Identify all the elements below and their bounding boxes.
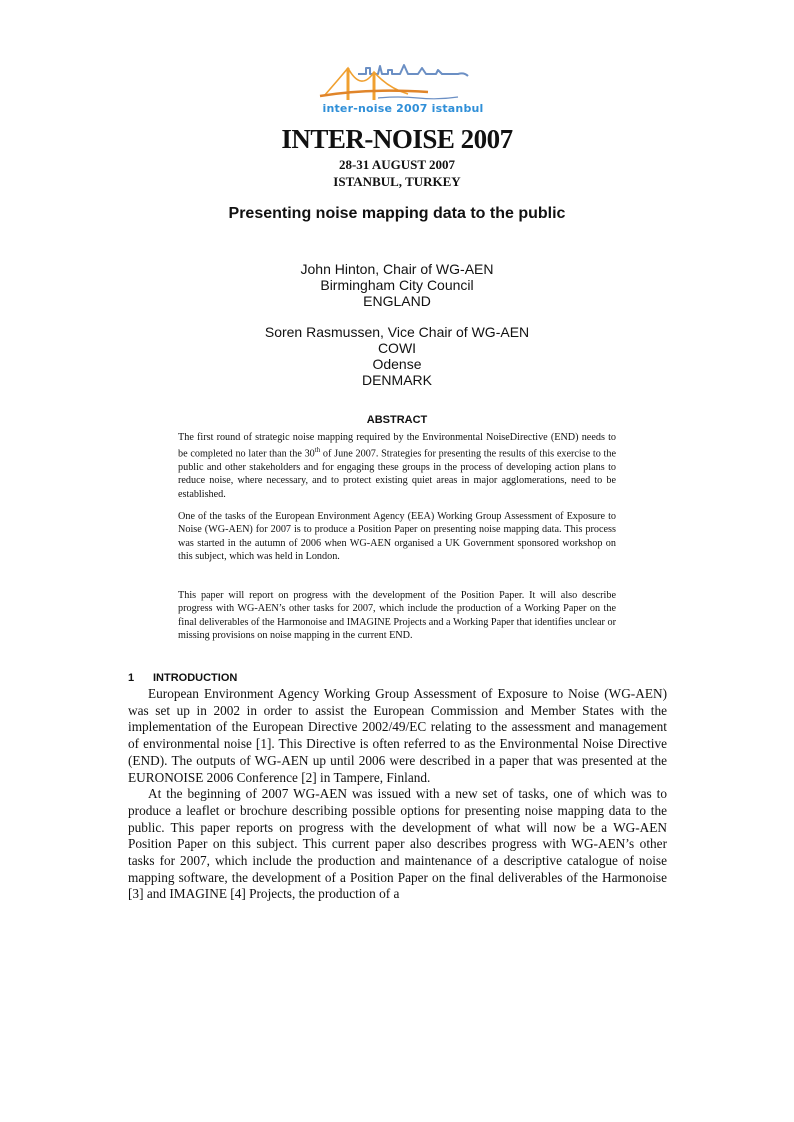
conference-title: INTER-NOISE 2007 (281, 124, 513, 154)
abstract-text: One of the tasks of the European Environment Agency (EEA) Working Group Assessment of Exposure to Noise (WG-AEN) for 2007 is to produce a Position Paper on presenting noise mapping data. This process was started in the autumn of 2006 when WG-AEN organised a UK Government sponsored workshop on this subject, which was held in London. (178, 511, 616, 562)
section-title: INTRODUCTION (153, 672, 238, 684)
bridge-skyline-icon (318, 62, 488, 104)
superscript: th (314, 446, 321, 455)
conference-dates: 28-31 AUGUST 2007 (338, 157, 456, 172)
introduction-body (128, 686, 667, 903)
logo-wordmark: inter-noise 2007 istanbul (322, 102, 484, 115)
section-heading (128, 672, 237, 684)
section-number: 1 (128, 672, 135, 684)
conference-logo (318, 62, 488, 122)
author-affiliation: COWI (377, 340, 417, 356)
author-name: John Hinton, Chair of WG-AEN (300, 261, 494, 277)
author-city: Odense (372, 356, 422, 372)
author-name: Soren Rasmussen, Vice Chair of WG-AEN (264, 324, 530, 340)
abstract-paragraph-3 (178, 589, 616, 642)
body-paragraph: At the beginning of 2007 WG-AEN was issued with a new set of tasks, one of which was to produce a leaflet or brochure describing possible options for presenting noise mapping data to the public. This paper reports on progress with the development of what will now be a WG-AEN Position Paper on this subject. This current paper also describes progress with WG-AEN’s other tasks for 2007, which include the production and maintenance of a descriptive catalogue of noise mapping software, the development of a Position Paper on the final deliverables of the Harmonoise [3] and IMAGINE [4] Projects, the production of a (128, 786, 667, 902)
abstract-paragraph-2 (178, 510, 616, 563)
abstract-text: of June 2007. Strategies for presenting the results of this exercise to the public and other stakeholders and for engaging these groups in the process of developing action plans to reduce noise, where necessary, and to protect existing quiet areas in major agglomerations, need to be established. (178, 448, 616, 500)
body-paragraph: European Environment Agency Working Group Assessment of Exposure to Noise (WG-AEN) was set up in 2002 in order to assist the European Commission and Member States with the implementation of the European Directive 2002/49/EC relating to the assessment and management of environmental noise [1]. This Directive is often referred to as the Environmental Noise Directive (END). The outputs of WG-AEN up until 2006 were described in a paper that was presented at the EURONOISE 2006 Conference [2] in Tampere, Finland. (128, 686, 667, 785)
author-country: DENMARK (361, 372, 432, 388)
author-affiliation: Birmingham City Council (320, 277, 474, 293)
abstract-text: The first round of strategic noise mapping required by the Environmental NoiseDirective (END) needs to be completed no later than the 30 (178, 432, 616, 460)
conference-location: ISTANBUL, TURKEY (333, 174, 461, 189)
abstract-heading: ABSTRACT (366, 414, 428, 426)
paper-title: Presenting noise mapping data to the public (228, 205, 566, 222)
abstract-paragraph-1 (178, 431, 616, 501)
abstract-text: This paper will report on progress with the development of the Position Paper. It will also describe progress with WG-AEN’s other tasks for 2007, which include the production of a Working Paper on the final deliverables of the Harmonoise and IMAGINE Projects and a Working Paper that identifies unclear or missing provisions on noise mapping in the current END. (178, 590, 616, 641)
author-block-1 (0, 261, 794, 309)
author-block-2 (0, 324, 794, 388)
author-country: ENGLAND (363, 293, 431, 309)
